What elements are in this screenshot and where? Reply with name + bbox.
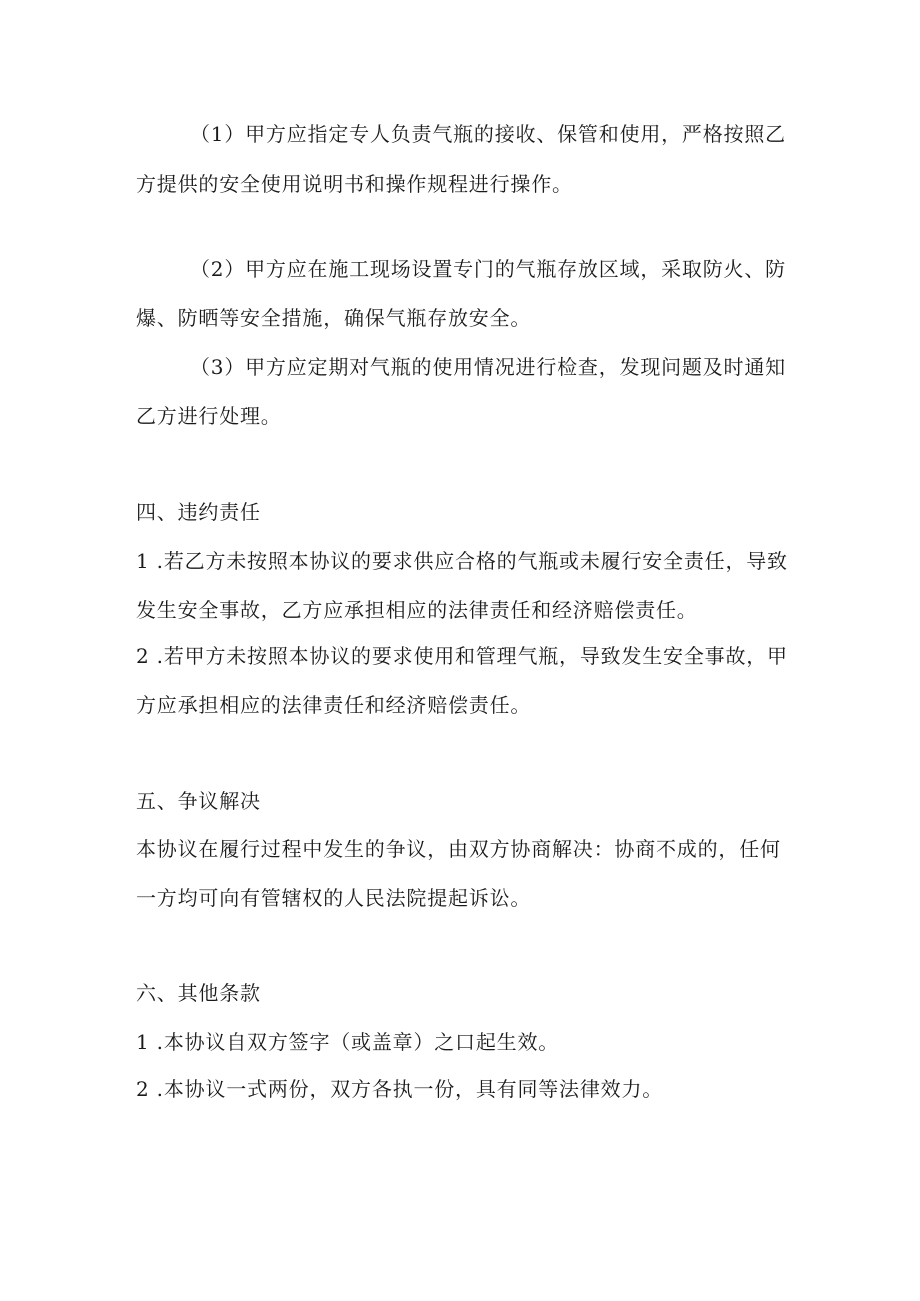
clause-6-1: 1 .本协议自双方签字（或盖章）之口起生效。 <box>136 1030 560 1054</box>
section-5-heading: 五、争议解决 <box>136 789 261 813</box>
section-5-line-2: 一方均可向有管辖权的人民法院提起诉讼。 <box>136 886 532 910</box>
section-6-heading: 六、其他条款 <box>136 981 261 1005</box>
clause-3-2-line-1: （2）甲方应在施工现场设置专门的气瓶存放区域，采取防火、防 <box>190 257 786 281</box>
clause-3-1-line-1: （1）甲方应指定专人负责气瓶的接收、保管和使用，严格按照乙 <box>190 122 786 146</box>
section-4-heading: 四、违约责任 <box>136 500 261 524</box>
clause-4-2-line-2: 方应承担相应的法律责任和经济赔偿责任。 <box>136 693 532 717</box>
clause-6-2: 2 .本协议一式两份，双方各执一份，具有同等法律效力。 <box>136 1077 664 1101</box>
clause-3-1-line-2: 方提供的安全使用说明书和操作规程进行操作。 <box>136 172 573 196</box>
clause-3-3-line-1: （3）甲方应定期对气瓶的使用情况进行检查，发现问题及时通知 <box>190 355 786 379</box>
clause-3-3-line-2: 乙方进行处理。 <box>136 404 282 428</box>
clause-4-2-line-1: 2 .若甲方未按照本协议的要求使用和管理气瓶，导致发生安全事故，甲 <box>136 644 788 668</box>
section-5-line-1: 本协议在履行过程中发生的争议，由双方协商解决：协商不成的，任何 <box>136 837 781 861</box>
clause-4-1-line-2: 发生安全事故，乙方应承担相应的法律责任和经济赔偿责任。 <box>136 598 698 622</box>
clause-4-1-line-1: 1 .若乙方未按照本协议的要求供应合格的气瓶或未履行安全责任，导致 <box>136 549 788 573</box>
clause-3-2-line-2: 爆、防晒等安全措施，确保气瓶存放安全。 <box>136 306 532 330</box>
